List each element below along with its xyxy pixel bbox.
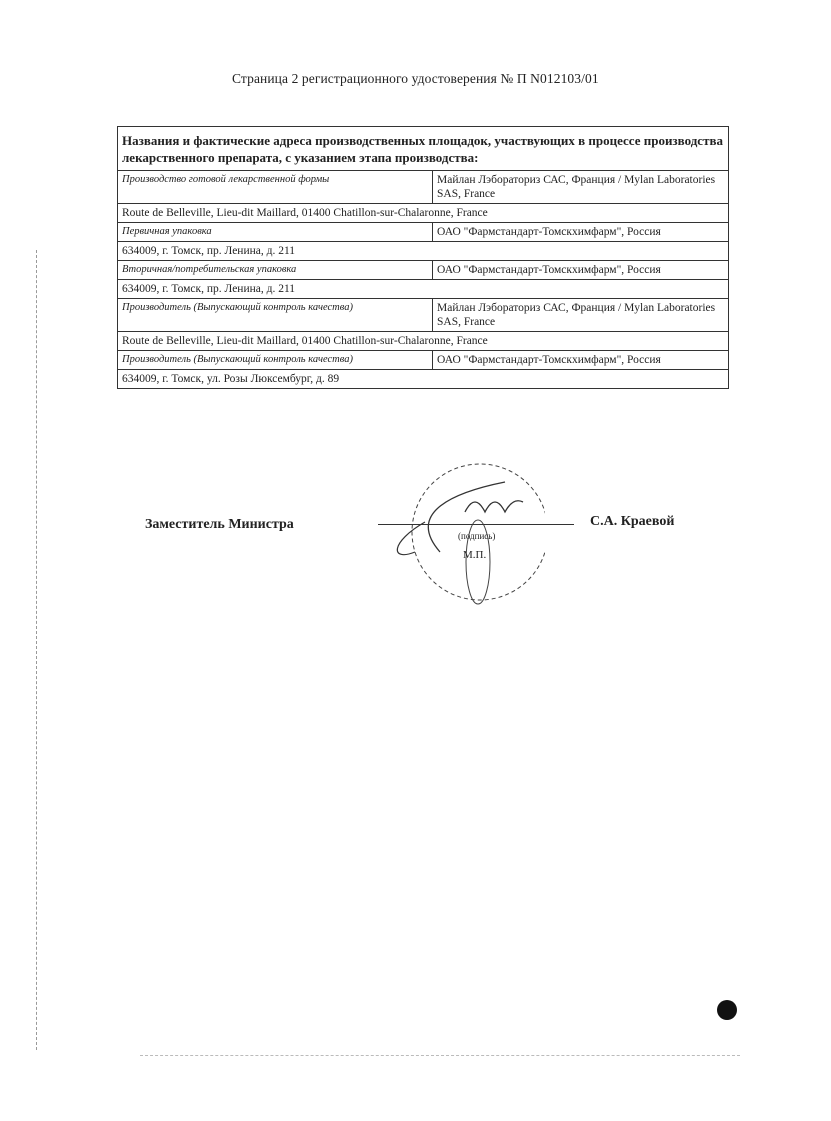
table-row — [118, 351, 729, 370]
table-row — [118, 171, 729, 204]
table-row — [118, 299, 729, 332]
company-cell: ОАО "Фармстандарт-Томскхимфарм", Россия — [433, 223, 729, 242]
scan-bottom-dashes — [140, 1055, 740, 1056]
signature-caption: (подпись) — [458, 531, 496, 541]
signatory-position: Заместитель Министра — [145, 517, 294, 532]
table-row — [118, 223, 729, 242]
signature-scribble — [428, 482, 523, 552]
stage-cell: Производитель (Выпускающий контроль качества) — [118, 351, 433, 370]
production-sites-table — [117, 126, 729, 389]
company-cell: Майлан Лэбораториз САС, Франция / Mylan Laboratories SAS, France — [433, 171, 729, 204]
signature-line — [378, 524, 574, 525]
address-cell: 634009, г. Томск, пр. Ленина, д. 211 — [118, 242, 729, 261]
stage-cell: Вторичная/потребительская упаковка — [118, 261, 433, 280]
seal-mark: М.П. — [463, 549, 487, 561]
address-cell: Route de Belleville, Lieu-dit Maillard, 01400 Chatillon-sur-Chalaronne, France — [118, 332, 729, 351]
address-cell: Route de Belleville, Lieu-dit Maillard, 01400 Chatillon-sur-Chalaronne, France — [118, 204, 729, 223]
scan-edge-dashes — [36, 250, 38, 1050]
company-cell: Майлан Лэбораториз САС, Франция / Mylan Laboratories SAS, France — [433, 299, 729, 332]
stage-cell: Производство готовой лекарственной формы — [118, 171, 433, 204]
company-cell: ОАО "Фармстандарт-Томскхимфарм", Россия — [433, 261, 729, 280]
page-title: Страница 2 регистрационного удостоверения № П N012103/01 — [232, 71, 599, 86]
company-cell: ОАО "Фармстандарт-Томскхимфарм", Россия — [433, 351, 729, 370]
stage-cell: Первичная упаковка — [118, 223, 433, 242]
stage-cell: Производитель (Выпускающий контроль качества) — [118, 299, 433, 332]
address-cell: 634009, г. Томск, ул. Розы Люксембург, д. 89 — [118, 370, 729, 389]
address-cell: 634009, г. Томск, пр. Ленина, д. 211 — [118, 280, 729, 299]
punch-hole-dot — [717, 1000, 737, 1020]
table-header: Названия и фактические адреса производственных площадок, участвующих в процессе производства лекарственного препарата, с указанием этапа производства: — [118, 127, 729, 171]
table-row — [118, 261, 729, 280]
signatory-name: С.А. Краевой — [590, 514, 675, 529]
